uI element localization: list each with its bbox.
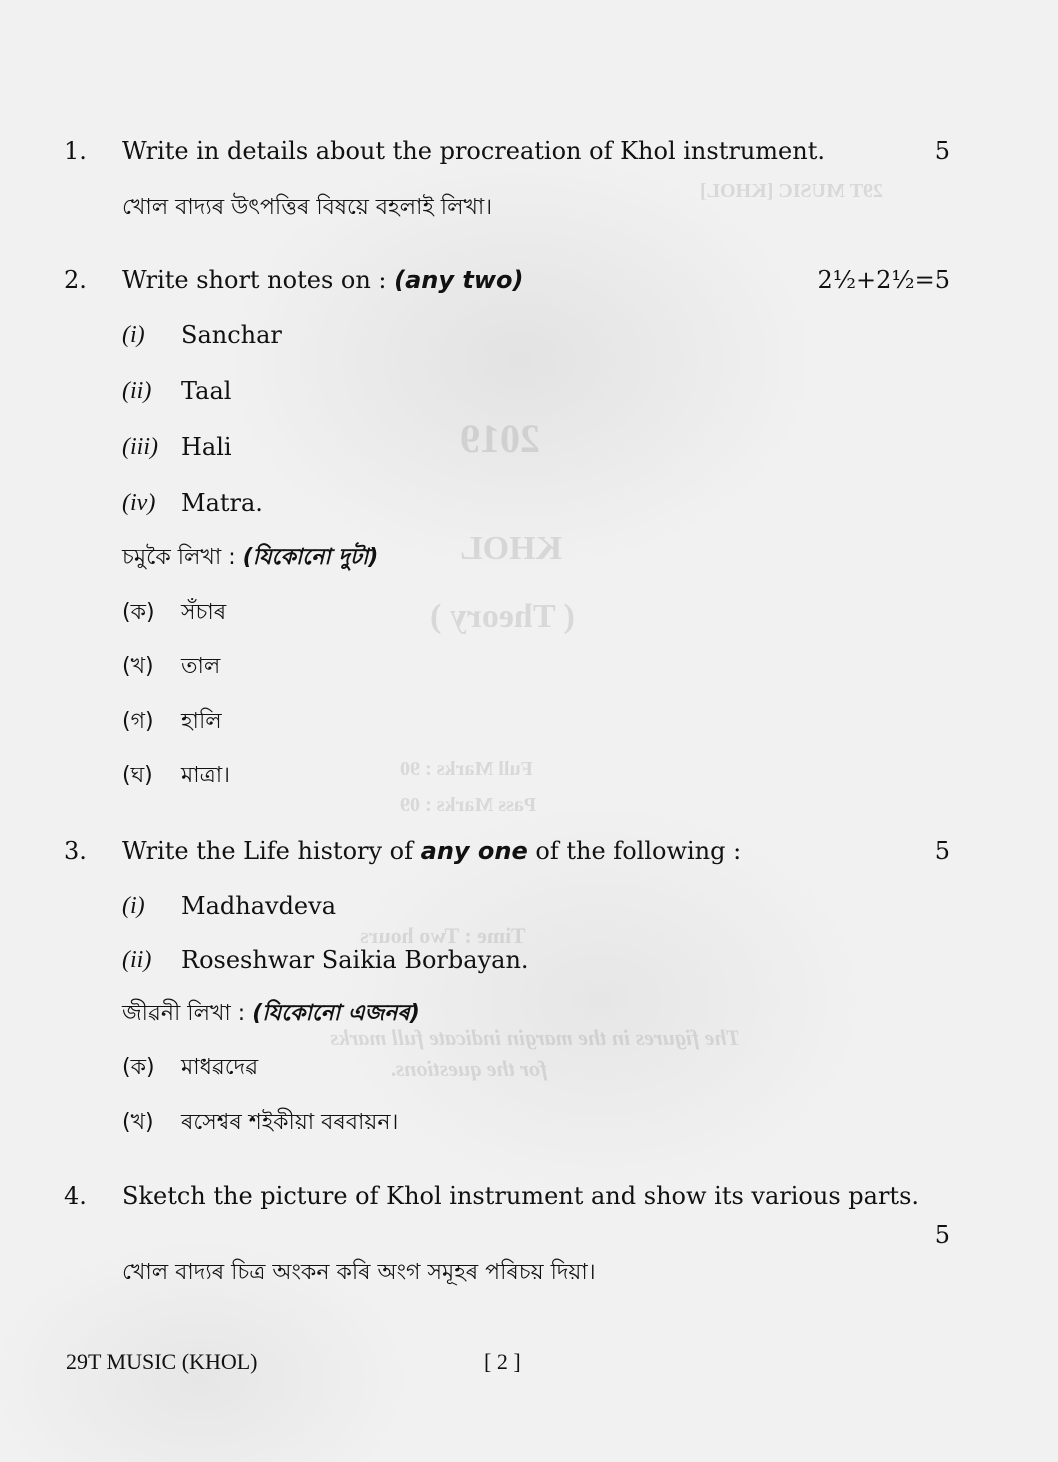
bleed-through-subject: KHOL: [460, 530, 563, 567]
question-3-emphasis-assamese: (যিকোনো এজনৰ): [252, 1001, 420, 1026]
question-2-number: 2.: [64, 266, 87, 294]
q3-item-label-assamese: (খ): [122, 1110, 154, 1135]
q2-item-text-assamese: তাল: [181, 654, 221, 679]
question-3-text: [122, 836, 741, 866]
question-2-text-assamese: [122, 543, 378, 573]
q3-item-label-assamese: (ক): [122, 1055, 155, 1080]
q3-item-text-assamese: ৰসেশ্বৰ শইকীয়া বৰবায়ন।: [181, 1110, 399, 1135]
q2-item-text: Taal: [181, 377, 232, 405]
bleed-through-year: 2019: [460, 416, 540, 461]
question-4-text-assamese: খোল বাদ্যৰ চিত্ৰ অংকন কৰি অংগ সমূহৰ পৰিচয় দিয়া।: [122, 1260, 596, 1285]
question-1-text: Write in details about the procreation of Khol instrument.: [122, 137, 825, 165]
q2-item-label-assamese: (খ): [122, 654, 154, 679]
q2-item-text-assamese: মাত্ৰা।: [181, 763, 231, 788]
question-3-emphasis: any one: [420, 837, 528, 865]
q2-item-label: (i): [122, 322, 145, 348]
q2-item-label-assamese: (গ): [122, 709, 154, 734]
question-2-text-assamese-main: চমুকৈ লিখা :: [122, 545, 243, 570]
bleed-through-full-marks: Full Marks : 90: [400, 758, 533, 780]
question-3-marks: 5: [934, 837, 950, 865]
bleed-through-time: Time : Two hours: [360, 923, 526, 948]
q2-item-text: Hali: [181, 433, 232, 461]
bleed-through-theory: ( Theory ): [430, 598, 575, 635]
q2-item-label-assamese: (ঘ): [122, 763, 153, 788]
question-4-text: Sketch the picture of Khol instrument and show its various parts.: [122, 1182, 920, 1210]
question-3-text-assamese: [122, 999, 420, 1029]
question-4-marks: 5: [934, 1221, 950, 1249]
q3-item-text: Roseshwar Saikia Borbayan.: [181, 946, 529, 974]
q2-item-text-assamese: হালি: [181, 709, 222, 734]
question-4-number: 4.: [64, 1182, 87, 1210]
bleed-through-pass-marks: Pass Marks : 09: [400, 794, 537, 816]
q3-item-label: (i): [122, 893, 145, 919]
q2-item-label: (iv): [122, 490, 156, 516]
q3-item-text: Madhavdeva: [181, 892, 337, 920]
question-2-text-main: Write short notes on :: [122, 266, 395, 294]
q2-item-text: Sanchar: [181, 321, 282, 349]
question-2-marks: 2½+2½=5: [817, 266, 950, 294]
footer-paper-code: 29T MUSIC (KHOL): [66, 1349, 258, 1374]
question-2-emphasis: (any two): [394, 266, 524, 294]
question-2-text: [122, 265, 524, 295]
bleed-through-note-1: The figures in the margin indicate full marks: [330, 1025, 741, 1050]
question-3-text-tail: of the following :: [527, 837, 742, 865]
q2-item-text-assamese: সঁচাৰ: [181, 600, 227, 625]
footer-page-number: [ 2 ]: [484, 1349, 521, 1374]
question-2-emphasis-assamese: (যিকোনো দুটা): [242, 545, 379, 570]
q2-item-text: Matra.: [181, 489, 263, 517]
question-3-number: 3.: [64, 837, 87, 865]
question-1-number: 1.: [64, 137, 87, 165]
q3-item-text-assamese: মাধৱদেৱ: [181, 1055, 259, 1080]
q2-item-label-assamese: (ক): [122, 600, 155, 625]
question-3-text-main: Write the Life history of: [122, 837, 421, 865]
q2-item-label: (ii): [122, 378, 152, 404]
q3-item-label: (ii): [122, 947, 152, 973]
bleed-through-header: 29T MUSIC [KHOL]: [700, 180, 883, 202]
question-1-text-assamese: খোল বাদ্যৰ উৎপত্তিৰ বিষয়ে বহলাই লিখা।: [122, 195, 493, 220]
q2-item-label: (iii): [122, 434, 158, 460]
question-3-text-assamese-main: জীৱনী লিখা :: [122, 1001, 253, 1026]
question-1-marks: 5: [934, 137, 950, 165]
bleed-through-note-2: for the questions.: [390, 1056, 548, 1081]
